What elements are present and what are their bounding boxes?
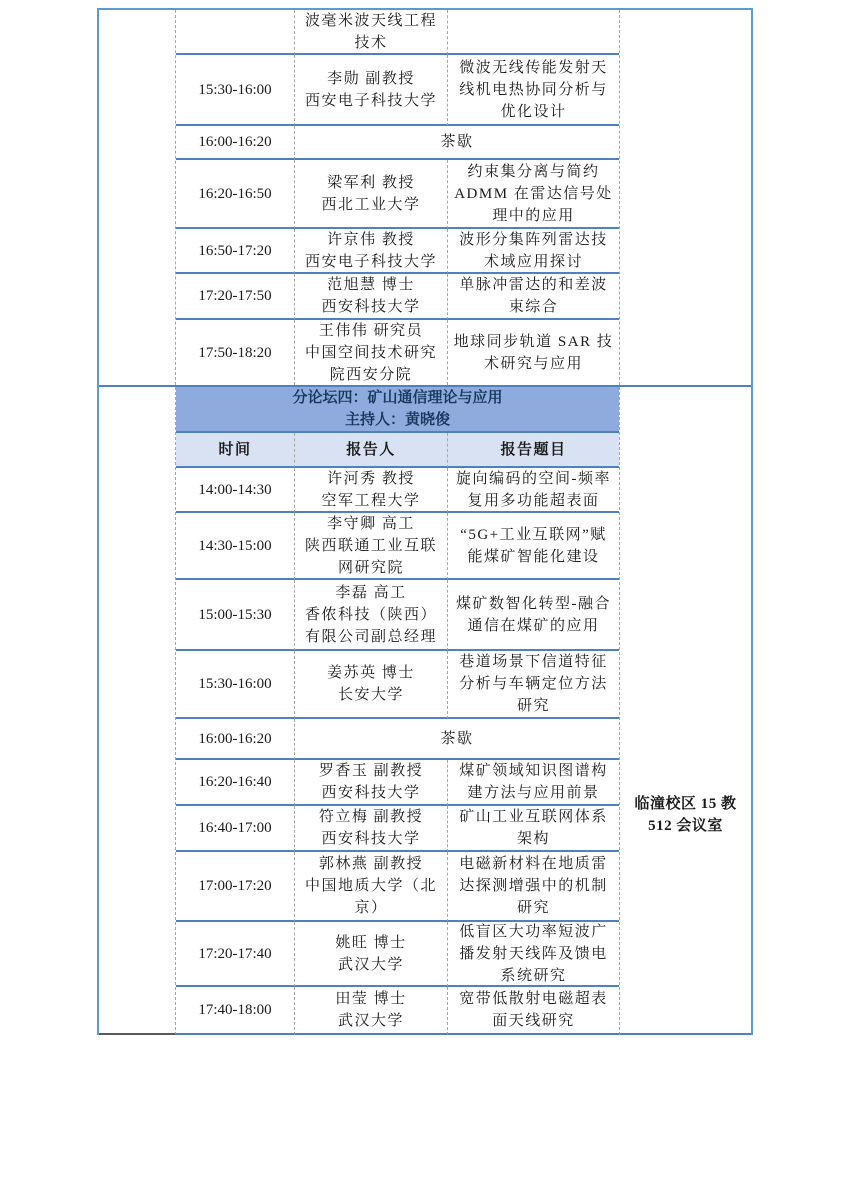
- speaker-name: 许京伟 教授: [327, 231, 415, 248]
- speaker-name: 罗香玉 副教授: [318, 763, 424, 779]
- speaker-org: 西安科技大学: [321, 831, 421, 847]
- time-cell: [176, 10, 295, 55]
- location-column-empty: [619, 10, 751, 385]
- tea-break-cell: 茶歇: [295, 126, 619, 160]
- time-cell: 16:20-16:40: [176, 760, 295, 806]
- speaker-org: 长安大学: [337, 687, 404, 703]
- speaker-cell: [295, 10, 448, 55]
- title-cell: “5G+工业互联网”赋能煤矿智能化建设: [448, 513, 619, 580]
- speaker-name: 许河秀 教授: [327, 470, 415, 487]
- speaker-name: 姜苏英 博士: [327, 665, 415, 681]
- speaker-cell: [295, 580, 448, 651]
- title-cell: 地球同步轨道 SAR 技术研究与应用: [453, 333, 614, 372]
- title-cell: 矿山工业互联网体系架构: [448, 806, 619, 852]
- title-cell: 煤矿数智化转型-融合通信在煤矿的应用: [448, 580, 619, 651]
- time-cell: 16:00-16:20: [176, 719, 295, 760]
- location-text: [620, 793, 751, 837]
- title-cell: 约束集分离与简约 ADMM 在雷达信号处理中的应用: [448, 160, 619, 229]
- speaker-org: 西安科技大学: [321, 299, 421, 315]
- title-cell: 宽带低散射电磁超表面天线研究: [448, 987, 619, 1035]
- title-cell: 煤矿领域知识图谱构建方法与应用前景: [448, 760, 619, 806]
- speaker-cell: [295, 806, 448, 852]
- session-four: [99, 387, 751, 1035]
- speaker-name: 范旭慧 博士: [327, 277, 415, 293]
- speaker-cell: [295, 320, 448, 385]
- time-cell: 16:40-17:00: [176, 806, 295, 852]
- speaker-org: 武汉大学: [337, 1013, 404, 1029]
- speaker-name: 梁军利 教授: [327, 174, 415, 191]
- time-cell: 14:00-14:30: [176, 468, 295, 513]
- speaker-name: 符立梅 副教授: [318, 809, 424, 825]
- speaker-cell: [295, 922, 448, 987]
- speaker-org: 西安电子科技大学: [304, 253, 437, 270]
- time-cell: 14:30-15:00: [176, 513, 295, 580]
- speaker-cell: [295, 55, 448, 126]
- time-cell: 17:20-17:50: [176, 274, 295, 320]
- speaker-name: 田莹 博士: [335, 991, 407, 1007]
- time-cell: 17:40-18:00: [176, 987, 295, 1035]
- speaker-org: 西安科技大学: [321, 785, 421, 801]
- title-cell: 单脉冲雷达的和差波束综合: [448, 274, 619, 320]
- speaker-name: 王伟伟 研究员: [318, 322, 424, 339]
- session-title-band: [176, 387, 619, 433]
- time-cell: 17:50-18:20: [176, 320, 295, 385]
- title-cell: 波形分集阵列雷达技术域应用探讨: [448, 229, 619, 274]
- speaker-name: 郭林燕 副教授: [318, 856, 424, 872]
- location-line2: 512 会议室: [648, 818, 723, 834]
- title-cell: [448, 10, 619, 55]
- speaker-name: 姚旺 博士: [335, 934, 407, 951]
- header-time: 时间: [176, 433, 295, 468]
- speaker-org: 西北工业大学: [321, 196, 421, 213]
- schedule-table: [97, 8, 753, 1035]
- session-title: 分论坛四：矿山通信理论与应用: [292, 390, 503, 406]
- speaker-name: 李守卿 高工: [327, 515, 415, 532]
- speaker-cell: [295, 160, 448, 229]
- speaker-org: 空军工程大学: [321, 492, 421, 509]
- title-cell: 电磁新材料在地质雷达探测增强中的机制研究: [448, 852, 619, 922]
- speaker-name: 李磊 高工: [335, 584, 407, 601]
- speaker-cell: [295, 513, 448, 580]
- time-cell: 17:20-17:40: [176, 922, 295, 987]
- time-cell: 16:20-16:50: [176, 160, 295, 229]
- speaker-cell: [295, 274, 448, 320]
- speaker-org: 中国地质大学（北京）: [304, 878, 437, 916]
- speaker-cell: [295, 468, 448, 513]
- carryover-text: 波毫米波天线工程技术: [304, 12, 437, 51]
- header-title: 报告题目: [448, 433, 619, 468]
- speaker-org: 武汉大学: [337, 956, 404, 973]
- title-cell: 巷道场景下信道特征分析与车辆定位方法研究: [448, 651, 619, 719]
- speaker-cell: [295, 229, 448, 274]
- title-cell: 微波无线传能发射天线机电热协同分析与优化设计: [448, 55, 619, 126]
- header-speaker: 报告人: [295, 433, 448, 468]
- speaker-cell: [295, 651, 448, 719]
- speaker-name: 李勋 副教授: [327, 70, 415, 87]
- time-cell: 15:30-16:00: [176, 651, 295, 719]
- time-cell: 17:00-17:20: [176, 852, 295, 922]
- speaker-org: 中国空间技术研究院西安分院: [304, 344, 437, 383]
- speaker-org: 香侬科技（陕西）有限公司副总经理: [304, 606, 437, 645]
- speaker-cell: [295, 760, 448, 806]
- time-cell: 16:00-16:20: [176, 126, 295, 160]
- title-cell: 低盲区大功率短波广播发射天线阵及馈电系统研究: [448, 922, 619, 987]
- left-spacer-column: [99, 10, 176, 385]
- time-cell: 16:50-17:20: [176, 229, 295, 274]
- speaker-org: 西安电子科技大学: [304, 92, 437, 109]
- tea-break-cell: 茶歇: [295, 719, 619, 760]
- speaker-org: 陕西联通工业互联网研究院: [304, 537, 437, 576]
- session-chair: 主持人：黄晓俊: [344, 412, 450, 428]
- speaker-cell: [295, 852, 448, 922]
- location-cell: [619, 387, 751, 1035]
- title-cell: 旋向编码的空间-频率复用多功能超表面: [448, 468, 619, 513]
- session-three-continued: [99, 10, 751, 385]
- left-spacer-column: [99, 387, 176, 1035]
- time-cell: 15:30-16:00: [176, 55, 295, 126]
- speaker-cell: [295, 987, 448, 1035]
- time-cell: 15:00-15:30: [176, 580, 295, 651]
- location-line1: 临潼校区 15 教: [634, 796, 737, 812]
